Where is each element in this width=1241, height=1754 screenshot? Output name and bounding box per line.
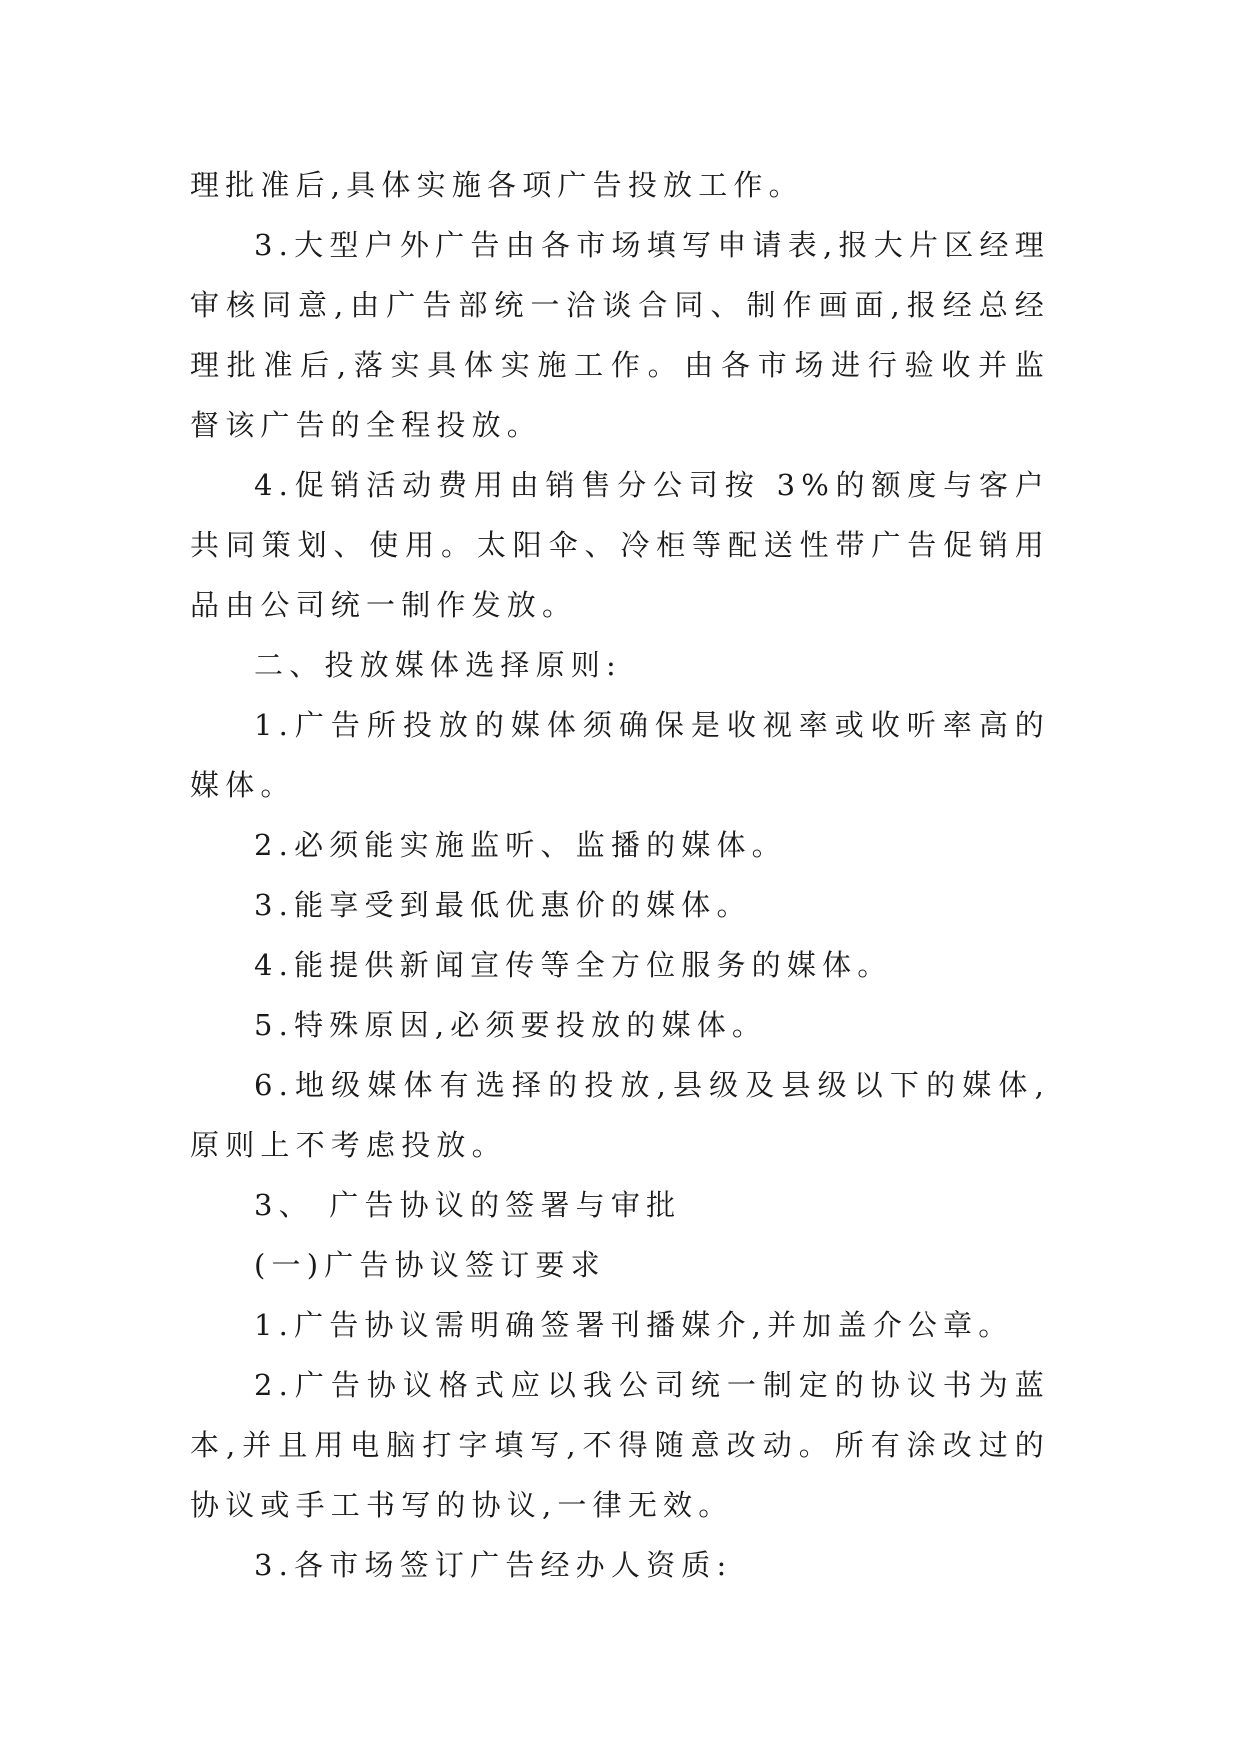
list-item-media-monitoring: 2.必须能实施监听、监播的媒体。 bbox=[254, 828, 787, 862]
paragraph-approval-continuation: 理批准后,具体实施各项广告投放工作。 bbox=[190, 168, 804, 202]
list-item-agreement-format: 2.广告协议格式应以我公司统一制定的协议书为蓝本,并且用电脑打字填写,不得随意改动。所有涂改过的协议或手工书写的协议,一律无效。 bbox=[190, 1368, 1050, 1522]
paragraph-promotion-costs: 4.促销活动费用由销售分公司按 3%的额度与客户共同策划、使用。太阳伞、冷柜等配送性带广告促销用品由公司统一制作发放。 bbox=[190, 468, 1050, 622]
section-heading-media-selection: 二、投放媒体选择原则: bbox=[254, 648, 622, 682]
list-item-media-local: 6.地级媒体有选择的投放,县级及县级以下的媒体,原则上不考虑投放。 bbox=[190, 1068, 1050, 1162]
list-item-media-rating: 1.广告所投放的媒体须确保是收视率或收听率高的媒体。 bbox=[190, 708, 1050, 802]
list-item-media-price: 3.能享受到最低优惠价的媒体。 bbox=[254, 888, 752, 922]
list-item-agreement-seal: 1.广告协议需明确签署刊播媒介,并加盖介公章。 bbox=[254, 1308, 1014, 1342]
list-item-media-services: 4.能提供新闻宣传等全方位服务的媒体。 bbox=[254, 948, 893, 982]
document-body bbox=[190, 155, 1050, 1595]
paragraph-outdoor-ads: 3.大型户外广告由各市场填写申请表,报大片区经理审核同意,由广告部统一洽谈合同、制作画面,报经总经理批准后,落实具体实施工作。由各市场进行验收并监督该广告的全程投放。 bbox=[190, 228, 1050, 442]
section-heading-agreement: 3、 广告协议的签署与审批 bbox=[254, 1188, 682, 1222]
subsection-heading-agreement-requirements: (一)广告协议签订要求 bbox=[254, 1248, 606, 1282]
list-item-media-special: 5.特殊原因,必须要投放的媒体。 bbox=[254, 1008, 768, 1042]
list-item-agent-qualification: 3.各市场签订广告经办人资质: bbox=[254, 1548, 733, 1582]
